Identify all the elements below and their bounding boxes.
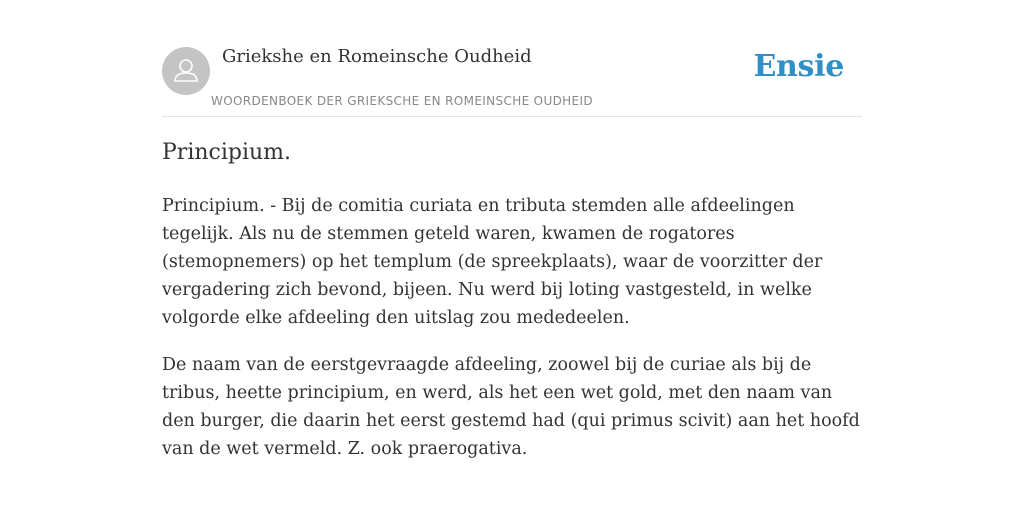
header (162, 40, 862, 117)
entry-content (162, 192, 862, 482)
page-title: Principium. (162, 140, 292, 165)
user-avatar-icon (162, 47, 210, 95)
dictionary-subtitle[interactable]: WOORDENBOEK DER GRIEKSCHE EN ROMEINSCHE OUDHEID (211, 94, 593, 108)
entry-paragraph: De naam van de eerstgevraagde afdeeling, zoowel bij de curiae als bij de tribus, heette principium, en werd, als het een wet gold, met den naam van den burger, die daarin het eerst gestemd had (qui primus scivit) aan het hoofd van de wet vermeld. Z. ook praerogativa. (162, 355, 860, 459)
avatar[interactable] (162, 47, 210, 95)
entry-paragraph: Principium. - Bij de comitia curiata en tributa stemden alle afdeelingen tegelijk. Als nu de stemmen geteld waren, kwamen de rogatores (stemopnemers) op het templum (de spreekplaats), waar de voorzitter der vergadering zich bevond, bijeen. Nu werd bij loting vastgesteld, in welke volgorde elke afdeeling den uitslag zou mededeelen. (162, 196, 823, 328)
author-name[interactable]: Griekshe en Romeinsche Oudheid (222, 46, 532, 67)
brand-logo[interactable]: Ensie (753, 49, 844, 84)
